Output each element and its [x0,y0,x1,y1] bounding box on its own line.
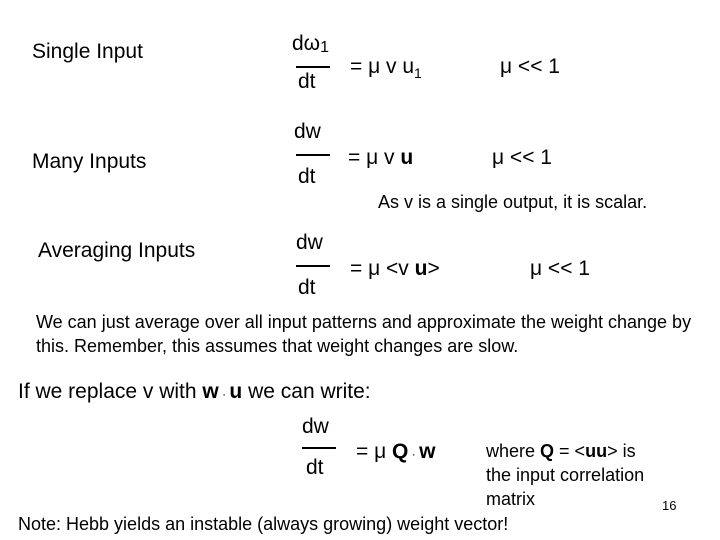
equation-rhs [348,146,413,170]
rhs-text: = μ v u [350,55,415,78]
numerator-text: dω [292,32,321,55]
fraction-denominator: dt [298,165,316,188]
fraction-numerator: dw [296,231,323,254]
fraction-numerator: dw [294,120,321,143]
where-suffix: > is [607,441,636,461]
fraction-bar [296,265,330,267]
where-eq: = < [554,441,586,461]
row-label-many-inputs: Many Inputs [32,150,147,173]
average-paragraph: We can just average over all input patterns and approximate the weight change by this. Remember, this assumes that weight changes are slow. [36,312,692,356]
vector-u: u [229,380,243,403]
equation-rhs [350,55,422,79]
fraction-bar [296,66,330,68]
rhs-subscript: 1 [414,65,422,81]
final-equation-rhs [356,440,435,464]
condition-text: μ << 1 [530,257,590,280]
dot-operator: · [408,447,420,461]
matrix-Q: Q [540,441,555,461]
condition-text: μ << 1 [500,55,560,78]
fraction-denominator: dt [298,276,316,299]
scalar-note: As v is a single output, it is scalar. [378,192,648,212]
condition-text: μ << 1 [492,146,552,169]
rhs-bold-vector: u [414,257,428,280]
hebb-note: Note: Hebb yields an instable (always growing) weight vector! [18,514,509,534]
dot-operator: · [218,387,230,401]
rhs-text: = μ <v [350,257,415,280]
fraction-bar [302,447,336,449]
rhs-bold-vector: u [400,146,414,169]
row-label-single-input: Single Input [32,40,143,63]
equation-rhs [350,257,440,281]
rhs-text: = μ v [348,146,401,169]
row-label-averaging-inputs: Averaging Inputs [38,239,196,262]
replace-line [18,380,371,404]
replace-line-text: If we replace v with [18,380,203,403]
numerator-subscript: 1 [320,39,329,56]
vector-w: w [202,380,219,403]
matrix-Q: Q [392,440,409,463]
vector-w: w [419,440,436,463]
vector-uu: uu [585,441,608,461]
fraction-numerator [292,32,329,56]
fraction-denominator: dt [306,456,324,479]
fraction-bar [296,154,330,156]
where-line-1 [486,441,636,462]
rhs-text: = μ [356,440,393,463]
where-text: where [486,441,541,461]
rhs-suffix: > [427,257,440,280]
where-line-2: the input correlation [486,465,645,485]
fraction-numerator: dw [302,415,329,438]
slide-number: 16 [662,498,677,513]
replace-line-suffix: we can write: [242,380,371,403]
fraction-denominator: dt [298,70,316,93]
where-line-3: matrix [486,489,535,509]
